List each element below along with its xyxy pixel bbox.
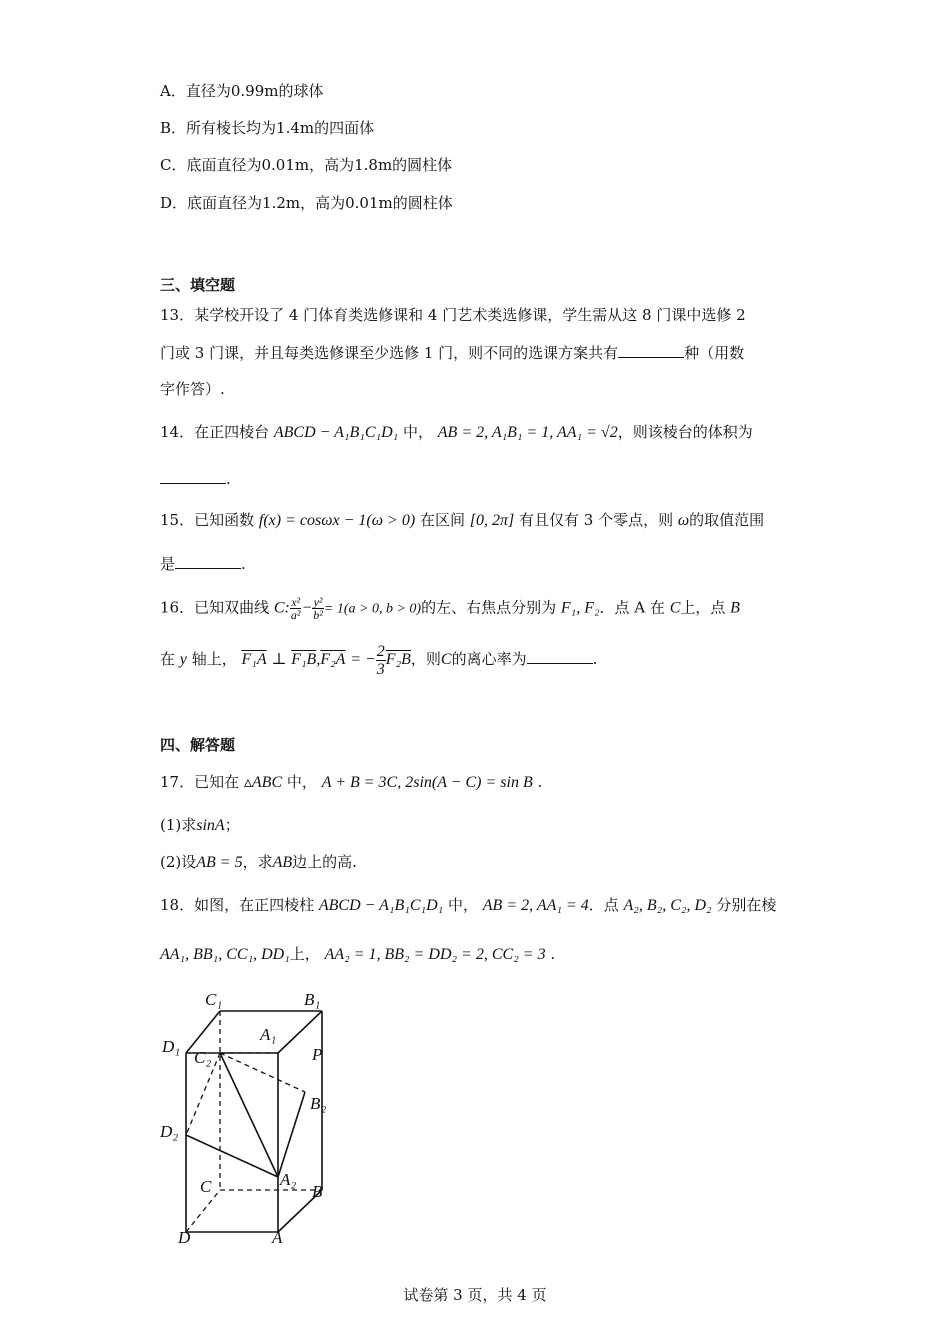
q16-vec-f1b: F₁B (291, 651, 317, 668)
q16-mid: 的左、右焦点分别为 (421, 598, 557, 617)
question-18-line2 (160, 944, 555, 965)
q15-tail: 的取值范围 (689, 511, 765, 529)
q18-condition2: AA₂ = 1, BB₂ = DD₂ = 2, CC₂ = 3 (324, 946, 546, 963)
question-18-line1 (160, 895, 776, 916)
q16-tail: ．点 A 在 (599, 598, 665, 617)
q16-y: y (179, 651, 187, 668)
question-16-line2 (160, 642, 597, 678)
page-footer: 试卷第 3 页，共 4 页 (403, 1286, 547, 1304)
question-13-line2 (160, 343, 744, 363)
option-c: C．底面直径为0.01m，高为1.8m的圆柱体 (160, 156, 453, 174)
label-d2: D₂ (160, 1122, 179, 1141)
q14-end: . (226, 470, 231, 488)
q14-solid: ABCD − A₁B₁C₁D₁ (273, 424, 399, 441)
q18-tail2: 分别在棱 (716, 896, 777, 914)
option-d: D．底面直径为1.2m，高为0.01m的圆柱体 (160, 194, 453, 212)
frac-num: x² (291, 595, 301, 609)
q16-c2: C (440, 651, 452, 668)
label-a: A (272, 1228, 283, 1247)
answer-blank[interactable] (160, 471, 226, 484)
q18-tail: ．点 (588, 896, 619, 914)
q18-end: . (550, 945, 556, 963)
question-14-line2 (160, 469, 231, 489)
q16-curve: C: (273, 599, 290, 617)
label-c: C (200, 1177, 212, 1196)
q18-edges: AA₁, BB₁, CC₁, DD₁ (160, 946, 290, 963)
q17-p2-math: AB = 5 (196, 854, 243, 871)
q16-line2b: 轴上， (191, 650, 237, 668)
q16-end: . (592, 650, 598, 668)
q14-prefix: 14．在正四棱台 (160, 423, 270, 441)
q16-foci: F₁, F₂ (560, 599, 600, 617)
question-13-line1: 13．某学校开设了 4 门体育类选修课和 4 门艺术类选修课，学生需从这 8 门课中选修 2 (160, 306, 746, 324)
q16-b: B (730, 599, 740, 617)
q18-condition: AB = 2, AA₁ = 4 (482, 897, 589, 914)
prism-figure (150, 985, 350, 1250)
question-17-line1 (160, 772, 542, 793)
q18-prefix: 18．如图，在正四棱柱 (160, 896, 315, 914)
frac-num: 2 (376, 642, 385, 660)
q17-p1-end: ； (224, 816, 240, 834)
q15-function: f(x) = cosωx − 1(ω > 0) (258, 512, 416, 529)
q15-prefix: 15．已知函数 (160, 511, 255, 529)
q16-vec-f1a: F₁A (241, 651, 267, 668)
q15-omega: ω (677, 512, 690, 529)
q17-mid: 中， (286, 773, 317, 791)
q17-end: . (537, 773, 543, 791)
q16-c: C (669, 599, 681, 617)
q16-eq: = − (350, 651, 376, 668)
answer-blank[interactable] (175, 556, 241, 569)
q16-line2a: 在 (160, 650, 176, 668)
q15-mid: 在区间 (419, 511, 465, 529)
label-d1: D₁ (162, 1037, 181, 1056)
q18-mid: 中， (447, 896, 478, 914)
q15-suffix: 有且仅有 3 个零点，则 (518, 511, 674, 529)
question-17-part2 (160, 852, 357, 873)
edge-c2-a2 (220, 1053, 278, 1177)
frac-den: a² (290, 608, 301, 622)
label-a2: A₂ (280, 1170, 297, 1189)
label-a1: A₁ (260, 1025, 277, 1044)
edge-a2-b2 (278, 1092, 305, 1177)
q18-on: 上， (289, 945, 320, 963)
q17-p1: (1)求 (160, 816, 197, 834)
question-16-line1 (160, 596, 740, 621)
question-15-line1 (160, 510, 764, 531)
q17-condition: A + B = 3C, 2sin(A − C) = sin B (321, 774, 533, 791)
q16-frac-x (290, 596, 302, 621)
q14-mid: 中， (402, 423, 433, 441)
q16-comma: , (316, 651, 321, 668)
frac-den: 3 (376, 660, 385, 678)
q16-vec-f2a: F₂A (320, 651, 346, 668)
q16-frac (376, 643, 386, 678)
label-c2: C₂ (194, 1048, 212, 1067)
q13-text-tail: 种（用数 (684, 344, 745, 362)
option-b: B．所有棱长均为1.4m的四面体 (160, 119, 375, 137)
question-13-line3: 字作答）. (160, 380, 225, 398)
q15-interval: [0, 2π] (469, 512, 515, 529)
q14-condition: AB = 2, A₁B₁ = 1, AA₁ = √2 (437, 424, 618, 441)
answer-blank[interactable] (618, 345, 684, 358)
frac-num: y² (313, 595, 323, 609)
q17-prefix: 17．已知在 (160, 773, 240, 791)
q18-points: A₂, B₂, C₂, D₂ (623, 897, 712, 914)
question-17-part1 (160, 815, 240, 836)
q16-frac-y (312, 596, 324, 621)
q17-p2-math2: AB (272, 854, 293, 871)
question-15-line2 (160, 554, 246, 574)
q18-solid: ABCD − A₁B₁C₁D₁ (318, 897, 444, 914)
q16-line2c: ，则 (410, 650, 441, 668)
q13-text: 门或 3 门课，并且每类选修课至少选修 1 门，则不同的选课方案共有 (160, 344, 619, 362)
q17-p2: (2)设 (160, 853, 197, 871)
q17-p2-b: ，求 (242, 853, 273, 871)
q15-line2: 是 (160, 555, 176, 573)
label-b: B (312, 1182, 323, 1201)
edge-d2-a2 (186, 1135, 278, 1177)
q16-minus: − (301, 599, 313, 617)
q15-end: . (241, 555, 246, 573)
q14-suffix: ，则该棱台的体积为 (617, 423, 753, 441)
edge-d1-c1 (186, 1011, 220, 1053)
answer-blank[interactable] (527, 651, 593, 664)
q16-rhs: = 1(a > 0, b > 0) (323, 601, 422, 617)
hidden-c2-b2 (220, 1053, 305, 1092)
hidden-d-c (186, 1190, 220, 1232)
option-a: A．直径为0.99m的球体 (160, 82, 324, 100)
label-p: P (312, 1045, 323, 1064)
label-d: D (178, 1228, 191, 1247)
frac-den: b² (313, 608, 323, 622)
q16-tail2: 上，点 (680, 598, 726, 617)
section-heading-solutions: 四、解答题 (160, 736, 236, 754)
label-b1: B₁ (304, 990, 321, 1009)
q17-p1-math: sinA (196, 817, 225, 834)
q16-prefix: 16．已知双曲线 (160, 598, 270, 617)
q16-vec-f2b: F₂B (385, 651, 411, 668)
section-heading-fill-in: 三、填空题 (160, 276, 236, 294)
q17-triangle: ▵ABC (243, 774, 283, 791)
label-c1: C₁ (205, 990, 223, 1009)
q16-line2d: 的离心率为 (451, 650, 527, 668)
q17-p2-end: 边上的高. (292, 853, 357, 871)
label-b2: B₂ (310, 1094, 327, 1113)
question-14-line1 (160, 422, 753, 443)
q16-perp: ⊥ (271, 651, 287, 668)
